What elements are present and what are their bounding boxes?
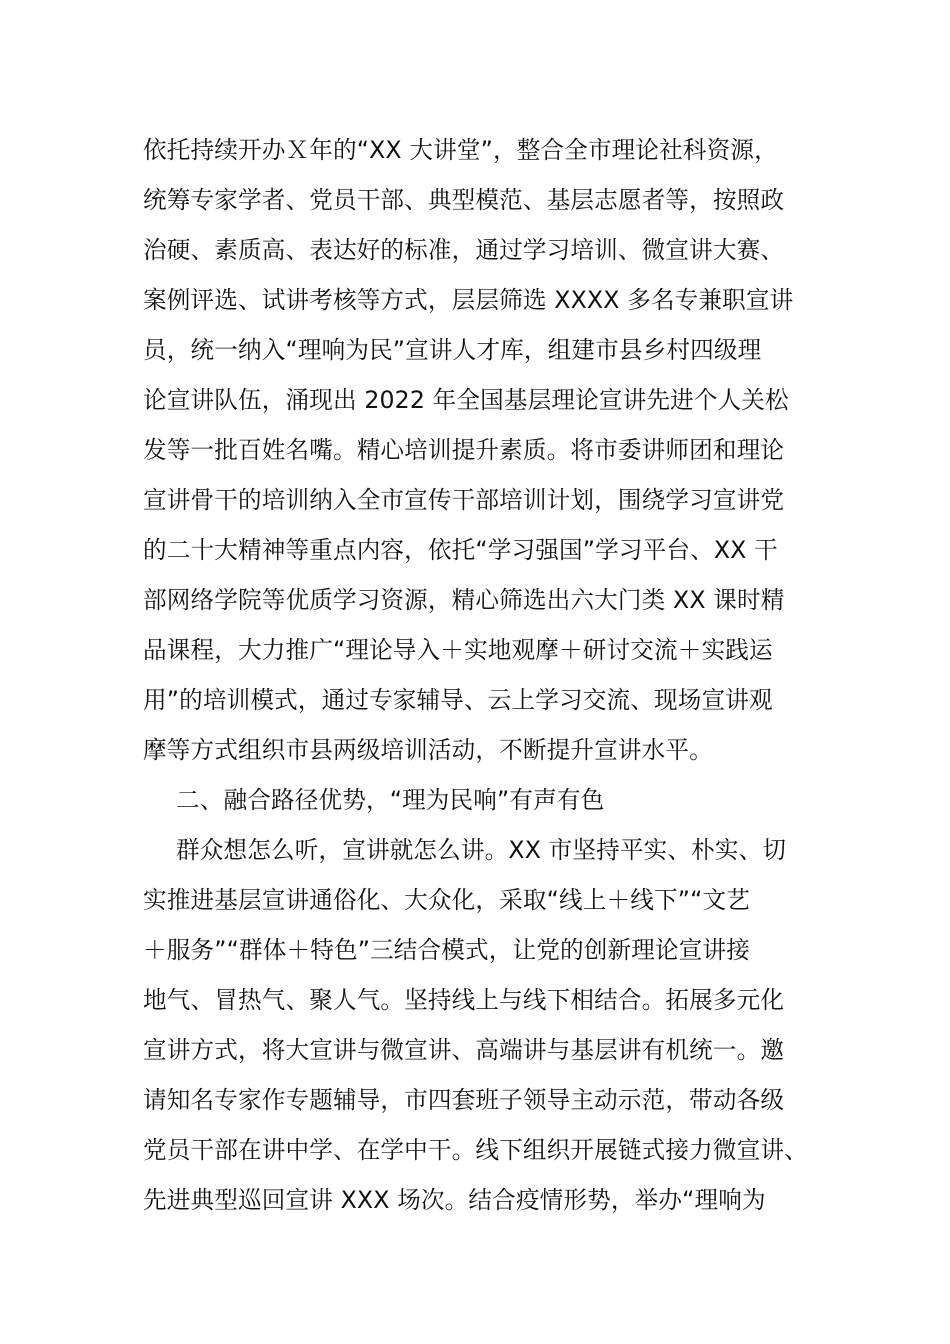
body-text-line: 论宣讲队伍，涌现出 2022 年全国基层理论宣讲先进个人关松 <box>143 386 789 414</box>
body-text-line: 请知名专家作专题辅导，市四套班子领导主动示范，带动各级 <box>143 1086 785 1114</box>
body-text-line: 实推进基层宣讲通俗化、大众化，采取“线上＋线下”“文艺 <box>143 886 750 914</box>
section-heading: 二、融合路径优势，“理为民响”有声有色 <box>176 786 605 814</box>
body-text-line: 党员干部在讲中学、在学中干。线下组织开展链式接力微宣讲、 <box>143 1136 808 1164</box>
body-text-line: 宣讲骨干的培训纳入全市宣传干部培训计划，围绕学习宣讲党 <box>143 486 785 514</box>
body-text-line: 统筹专家学者、党员干部、典型模范、基层志愿者等，按照政 <box>143 186 785 214</box>
body-text-line: 部网络学院等优质学习资源，精心筛选出六大门类 XX 课时精 <box>143 586 785 614</box>
body-text-line: 的二十大精神等重点内容，依托“学习强国”学习平台、XX 干 <box>143 536 778 564</box>
body-text-line: 宣讲方式，将大宣讲与微宣讲、高端讲与基层讲有机统一。邀 <box>143 1036 785 1064</box>
body-text-line: 治硬、素质高、表达好的标准，通过学习培训、微宣讲大赛、 <box>143 236 785 264</box>
body-text-line: 品课程，大力推广“理论导入＋实地观摩＋研讨交流＋实践运 <box>143 636 773 664</box>
paragraph-first-line: 群众想怎么听，宣讲就怎么讲。XX 市坚持平实、朴实、切 <box>176 836 787 864</box>
body-text-line: 员，统一纳入“理响为民”宣讲人才库，组建市县乡村四级理 <box>143 336 762 364</box>
body-text-line: ＋服务”“群体＋特色”三结合模式，让党的创新理论宣讲接 <box>143 936 750 964</box>
body-text-line: 案例评选、试讲考核等方式，层层筛选 XXXX 多名专兼职宣讲 <box>143 286 794 314</box>
body-text-line: 地气、冒热气、聚人气。坚持线上与线下相结合。拓展多元化 <box>143 986 785 1014</box>
body-text-line: 用”的培训模式，通过专家辅导、云上学习交流、现场宣讲观 <box>143 686 773 714</box>
body-text-line: 发等一批百姓名嘴。精心培训提升素质。将市委讲师团和理论 <box>143 436 785 464</box>
body-text-line: 先进典型巡回宣讲 XXX 场次。结合疫情形势，举办“理响为 <box>143 1186 766 1214</box>
body-text-line: 依托持续开办Ｘ年的“XX 大讲堂”，整合全市理论社科资源， <box>143 136 778 164</box>
body-text-line: 摩等方式组织市县两级培训活动，不断提升宣讲水平。 <box>143 736 713 764</box>
